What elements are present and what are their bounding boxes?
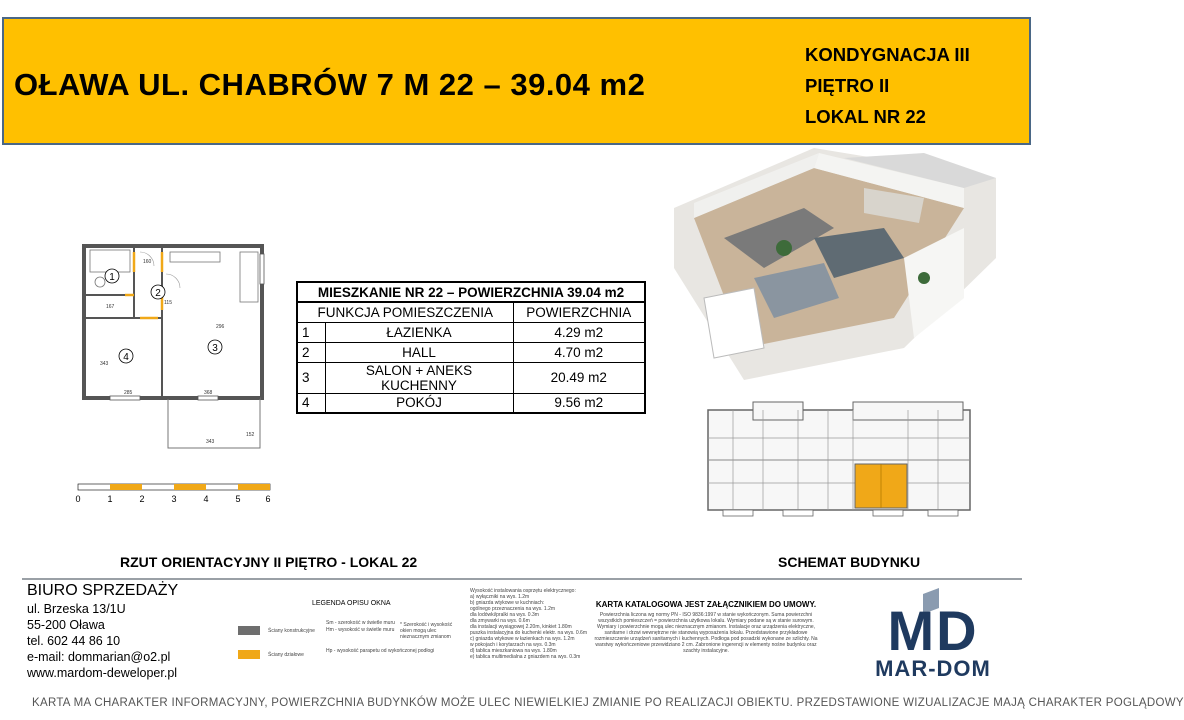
- header-banner: [2, 17, 1031, 145]
- logo-graphic: [843, 588, 1023, 683]
- floor-number: PIĘTRO II: [805, 75, 890, 96]
- plan-caption: RZUT ORIENTACYJNY II PIĘTRO - LOKAL 22: [120, 554, 418, 570]
- disclaimer: KARTA MA CHARAKTER INFORMACYJNY, POWIERZCHNIA BUDYNKÓW MOŻE ULEC NIEWIELKIEJ ZMIANIE PO REALIZACJI OBIEKTU. PRZEDSTAWIONE WIZUALIZACJE MAJĄ CHARAKTER POGLĄDOWY: [32, 697, 1184, 709]
- svg-text:4: 4: [203, 494, 209, 504]
- col-function: FUNKCJA POMIESZCZENIA: [297, 302, 513, 322]
- svg-text:152: 152: [246, 432, 255, 438]
- unit-info: [805, 39, 970, 132]
- svg-text:285: 285: [124, 390, 133, 396]
- structural-wall-swatch: [238, 626, 260, 635]
- catalog-note: [590, 600, 822, 654]
- svg-text:343: 343: [206, 439, 215, 445]
- room-label-3: 3: [212, 343, 218, 354]
- unit-number: LOKAL NR 22: [805, 106, 926, 127]
- svg-text:2: 2: [139, 494, 145, 504]
- table-row: 4 POKÓJ 9.56 m2: [297, 393, 645, 413]
- table-row: 1 ŁAZIENKA 4.29 m2: [297, 322, 645, 342]
- mardom-logo: [843, 588, 1023, 683]
- sales-office: [27, 583, 178, 681]
- table-title: MIESZKANIE NR 22 – POWIERZCHNIA 39.04 m2: [297, 282, 645, 302]
- col-area: POWIERZCHNIA: [513, 302, 645, 322]
- render-illustration: [664, 148, 996, 380]
- svg-text:368: 368: [204, 390, 213, 396]
- svg-text:115: 115: [164, 300, 172, 306]
- office-city: 55-200 Oława: [27, 618, 105, 632]
- svg-text:0: 0: [75, 494, 81, 504]
- office-title: BIURO SPRZEDAŻY: [27, 582, 179, 599]
- partition-wall-swatch: [238, 650, 260, 659]
- svg-text:1: 1: [107, 494, 113, 504]
- table-row: 2 HALL 4.70 m2: [297, 342, 645, 362]
- page-title: OŁAWA UL. CHABRÓW 7 M 22 – 39.04 m2: [14, 67, 646, 102]
- table-row: 3 SALON + ANEKS KUCHENNY 20.49 m2: [297, 362, 645, 393]
- room-label-1: 1: [109, 272, 115, 283]
- svg-text:167: 167: [106, 304, 115, 310]
- schema-drawing: [703, 398, 975, 526]
- scale-bar: [75, 484, 270, 504]
- divider: [22, 578, 1022, 580]
- logo-mark: MD: [887, 599, 979, 662]
- catalog-text: Powierzchnia liczona wg normy PN - ISO 9836:1997 w stanie wykończonym. Suma powierzchni wszystkich pomieszczeń = powierzchnia użytkowa lokalu. Wymiary podane są w stanie surowym. Wymiary i powierzchnie mogą ulec nieznacznym zmianom. Instalacje oraz urządzenia elektryczne, sanitarne i drzwi wewnętrzne nie stanowią wyposażenia lokalu. Przedstawione przykładowe rozmieszczenie urządzeń sanitarnych i kuchennych. Podłoga pod posadzki wykonane ze szlichty. Na warstwy wykończeniowe przewidziano 2 cm. Zabronione ingerencji w elementy nośne budynku oraz szachty instalacyjne.: [594, 612, 818, 654]
- window-legend: LEGENDA OPISU OKNA Ściany konstrukcyjne Ściany działowe Sm - szerokość w świetle muru Hm - wysokość w świetle muru Hp - wysokość parapetu od wykończonej podłogi * Szerokość i wysokość okien mogą ulec nieznacznym zmianom: [232, 600, 464, 672]
- floor-plan: [70, 240, 280, 510]
- apartment-3d-render: [664, 148, 996, 380]
- office-phone[interactable]: tel. 602 44 86 10: [27, 634, 121, 648]
- catalog-title: KARTA KATALOGOWA JEST ZAŁĄCZNIKIEM DO UMOWY.: [595, 600, 817, 609]
- svg-text:160: 160: [143, 259, 152, 265]
- logo-name: MAR-DOM: [875, 656, 991, 681]
- svg-text:343: 343: [100, 361, 109, 367]
- room-label-4: 4: [123, 352, 129, 363]
- schema-caption: SCHEMAT BUDYNKU: [778, 554, 921, 570]
- office-email[interactable]: e-mail: dommarian@o2.pl: [27, 650, 171, 664]
- office-website[interactable]: www.mardom-deweloper.pl: [27, 666, 178, 680]
- building-schema: [703, 398, 975, 526]
- floor-level: KONDYGNACJA III: [805, 44, 970, 65]
- svg-text:296: 296: [216, 324, 225, 330]
- room-label-2: 2: [155, 288, 161, 299]
- legend-title: LEGENDA OPISU OKNA: [312, 600, 391, 607]
- electrical-spec: Wysokość instalowania osprzętu elektrycznego: a) wyłączniki na wys. 1.2m b) gniazda wtykowe w kuchniach: ogólnego przeznaczenia na wys. 1.2m dla lodówki/pralki na wys. 0.3m dla zmywarki na wys. 0.6m dla instalacji wysiągowej 2.20m, kinkiet 1.80m puszka instalacyjna do kuchenki elektr. na wys. 0.6m c) gniazda wtykowe w łazienkach na wys. 1.2m w pokojach i korytarzach na wys. 0.3m d) tablica mieszkaniowa na wys. 1.80m e) tablica multimedialna z gniazdem na wys. 0.3m: [470, 588, 588, 660]
- svg-text:5: 5: [235, 494, 241, 504]
- office-street: ul. Brzeska 13/1U: [27, 602, 126, 616]
- svg-text:3: 3: [171, 494, 177, 504]
- room-table: [296, 281, 646, 414]
- svg-text:6: 6: [265, 494, 271, 504]
- floor-plan-drawing: [70, 240, 280, 510]
